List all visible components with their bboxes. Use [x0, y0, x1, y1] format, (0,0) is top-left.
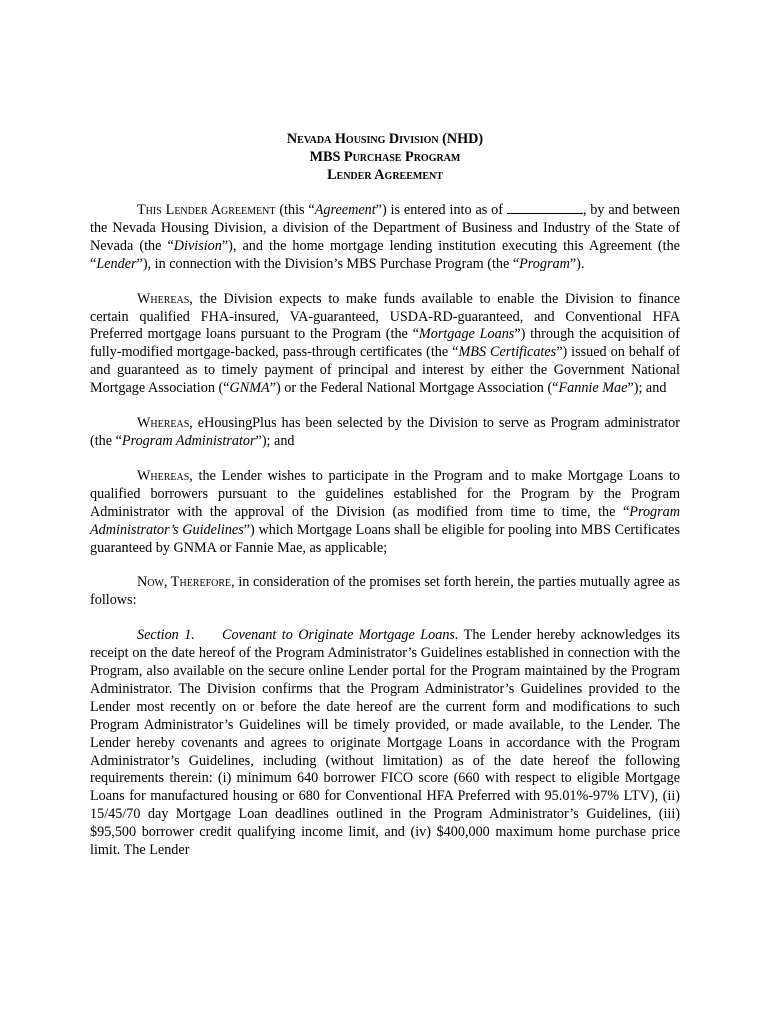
whereas-paragraph-2: [90, 415, 680, 451]
whereas1-text-5: ”); and: [627, 380, 667, 397]
defined-term-program-administrators-guidelines: Program Administrator’s Guidelines: [90, 503, 680, 538]
header-program: MBS Purchase Program: [309, 149, 461, 165]
intro-text-2: ”) is entered into as of: [375, 202, 507, 218]
intro-text-4: ”), and the home mortgage lending institution executing this Agreement (the “: [90, 237, 680, 272]
section-title: Covenant to Originate Mortgage Loans.: [222, 627, 459, 644]
document-body: [90, 201, 680, 877]
defined-term-program: Program: [519, 255, 570, 272]
intro-text-5: ”), in connection with the Division’s MBS Purchase Program (the “: [136, 255, 520, 272]
section-number: Section 1.: [137, 627, 195, 644]
defined-term-fannie-mae: Fannie Mae: [558, 380, 628, 397]
section-1-text: The Lender hereby acknowledges its receipt on the date hereof of the Program Administrator’s Guidelines established in connection with the Program, also available on the secure online Lender portal for the Program maintained by the Program Administrator. The Division confirms that the Program Administrator’s Guidelines provided to the Lender most recently on or before the date hereof are the current form and modifications to such Program Administrator’s Guidelines will be timely provided, or made available, to the Lender. The Lender hereby covenants and agrees to originate Mortgage Loans in accordance with the Program Administrator’s Guidelines, including (without limitation) as of the date hereof the following requirements therein: (i) minimum 640 borrower FICO score (660 with respect to eligible Mortgage Loans for manufactured housing or 680 for Conventional HFA Preferred with 95.01%-97% LTV), (ii) 15/45/70 day Mortgage Loan deadlines outlined in the Program Administrator’s Guidelines, (iii) $95,500 borrower credit qualifying income limit, and (iv) $400,000 maximum home purchase price limit. The Lender: [90, 627, 680, 859]
defined-term-mortgage-loans: Mortgage Loans: [418, 326, 515, 343]
header-title: Lender Agreement: [327, 167, 443, 183]
intro-text-6: ”).: [569, 255, 585, 272]
whereas-lead: Whereas: [137, 467, 190, 484]
whereas1-text-1: , the Division expects to make funds available to enable the Division to finance certain qualified FHA-insured, VA-guaranteed, USDA-RD-guaranteed, and Conventional HFA Preferred mortgage loans pursuant to the Program (the “: [90, 290, 680, 343]
intro-text-3: , by and between the Nevada Housing Division, a division of the Department of Business and Industry of the State of Nevada (the “: [90, 202, 680, 254]
document-header: [0, 130, 770, 184]
whereas-lead: Whereas: [137, 290, 190, 307]
intro-paragraph: [90, 201, 680, 274]
defined-term-mbs-certificates: MBS Certificates: [458, 344, 557, 361]
whereas3-text-1: , the Lender wishes to participate in the Program and to make Mortgage Loans to qualified borrowers pursuant to the guidelines established for the Program by the Program Administrator with the approval of the Division (as modified from time to time, the “: [90, 467, 680, 520]
whereas2-text-2: ”); and: [255, 432, 295, 449]
defined-term-division: Division: [173, 237, 222, 254]
defined-term-program-administrator: Program Administrator: [121, 432, 256, 449]
now-therefore-paragraph: [90, 574, 680, 610]
defined-term-agreement: Agreement: [314, 202, 376, 218]
now-therefore-text: , in consideration of the promises set forth herein, the parties mutually agree as follows:: [90, 574, 680, 609]
whereas-paragraph-1: [90, 291, 680, 398]
date-blank-line: [507, 201, 583, 214]
whereas1-text-4: ”) or the Federal National Mortgage Association (“: [269, 380, 559, 397]
defined-term-gnma: GNMA: [229, 380, 270, 397]
defined-term-lender: Lender: [96, 255, 137, 272]
whereas1-text-3: ”) issued on behalf of and guaranteed as to timely payment of principal and interest by either the Government National Mortgage Association (“: [90, 344, 680, 397]
now-therefore-lead: Now, Therefore: [137, 574, 232, 591]
whereas-paragraph-3: [90, 468, 680, 558]
whereas-lead: Whereas: [137, 415, 190, 432]
section-1-paragraph: [90, 627, 680, 860]
whereas3-text-2: ”) which Mortgage Loans shall be eligible for pooling into MBS Certificates guaranteed by GNMA or Fannie Mae, as applicable;: [90, 521, 680, 556]
whereas1-text-2: ”) through the acquisition of fully-modified mortgage-backed, pass-through certificates (the “: [90, 326, 680, 361]
intro-lead: This Lender Agreement: [137, 202, 276, 218]
intro-text-1: (this “: [275, 202, 315, 218]
header-agency: Nevada Housing Division (NHD): [286, 131, 484, 147]
whereas2-text-1: , eHousingPlus has been selected by the Division to serve as Program administrator (the “: [90, 415, 680, 449]
